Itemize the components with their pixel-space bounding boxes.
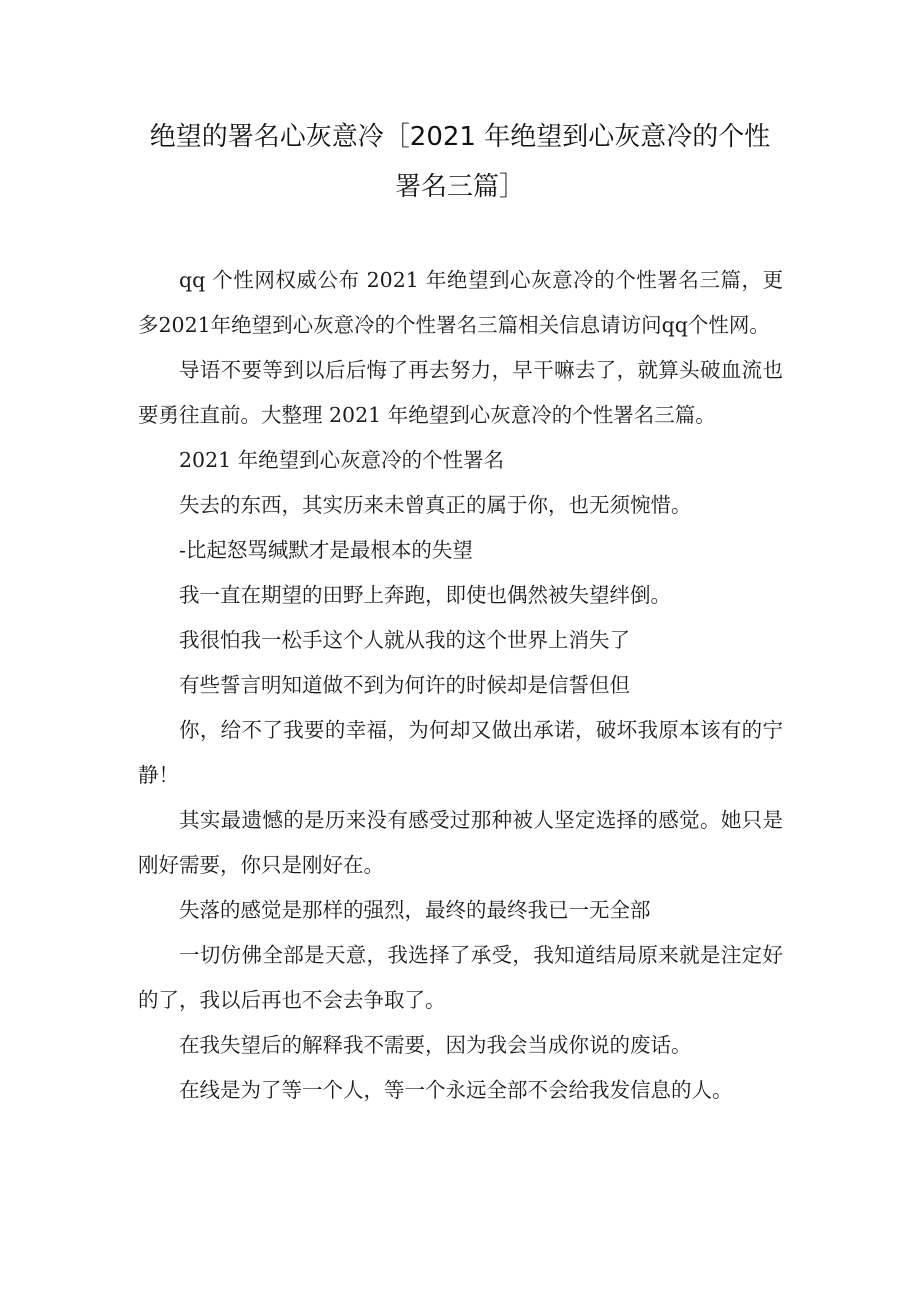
paragraph: 失落的感觉是那样的强烈，最终的最终我已一无全部	[179, 898, 651, 922]
paragraph: 失去的东西，其实历来未曾真正的属于你，也无须惋惜。	[179, 493, 692, 517]
document-body	[138, 258, 783, 1113]
paragraph: 其实最遗憾的是历来没有感受过那种被人坚定选择的感觉。她只是刚好需要，你只是刚好在。	[138, 808, 783, 877]
paragraph: 在线是为了等一个人，等一个永远全部不会给我发信息的人。	[179, 1078, 733, 1102]
document-title: 绝望的署名心灰意冷［2021 年绝望到心灰意冷的个性署名三篇］	[149, 122, 771, 202]
paragraph: 导语不要等到以后后悔了再去努力，早干嘛去了，就算头破血流也要勇往直前。大整理 2021 年绝望到心灰意冷的个性署名三篇。	[138, 358, 783, 427]
paragraph: 一切仿佛全部是天意，我选择了承受，我知道结局原来就是注定好的了，我以后再也不会去争取了。	[138, 943, 783, 1012]
paragraph: -比起怒骂缄默才是最根本的失望	[179, 538, 473, 562]
paragraph: 我一直在期望的田野上奔跑，即使也偶然被失望绊倒。	[179, 583, 671, 607]
paragraph: qq 个性网权威公布 2021 年绝望到心灰意冷的个性署名三篇，更多2021年绝望到心灰意冷的个性署名三篇相关信息请访问qq个性网。	[138, 268, 783, 337]
paragraph: 我很怕我一松手这个人就从我的这个世界上消失了	[179, 628, 630, 652]
paragraph: 有些誓言明知道做不到为何许的时候却是信誓但但	[179, 673, 630, 697]
paragraph: 在我失望后的解释我不需要，因为我会当成你说的废话。	[179, 1033, 692, 1057]
paragraph: 你，给不了我要的幸福，为何却又做出承诺，破坏我原本该有的宁静！	[138, 718, 783, 787]
paragraph: 2021 年绝望到心灰意冷的个性署名	[179, 448, 505, 472]
